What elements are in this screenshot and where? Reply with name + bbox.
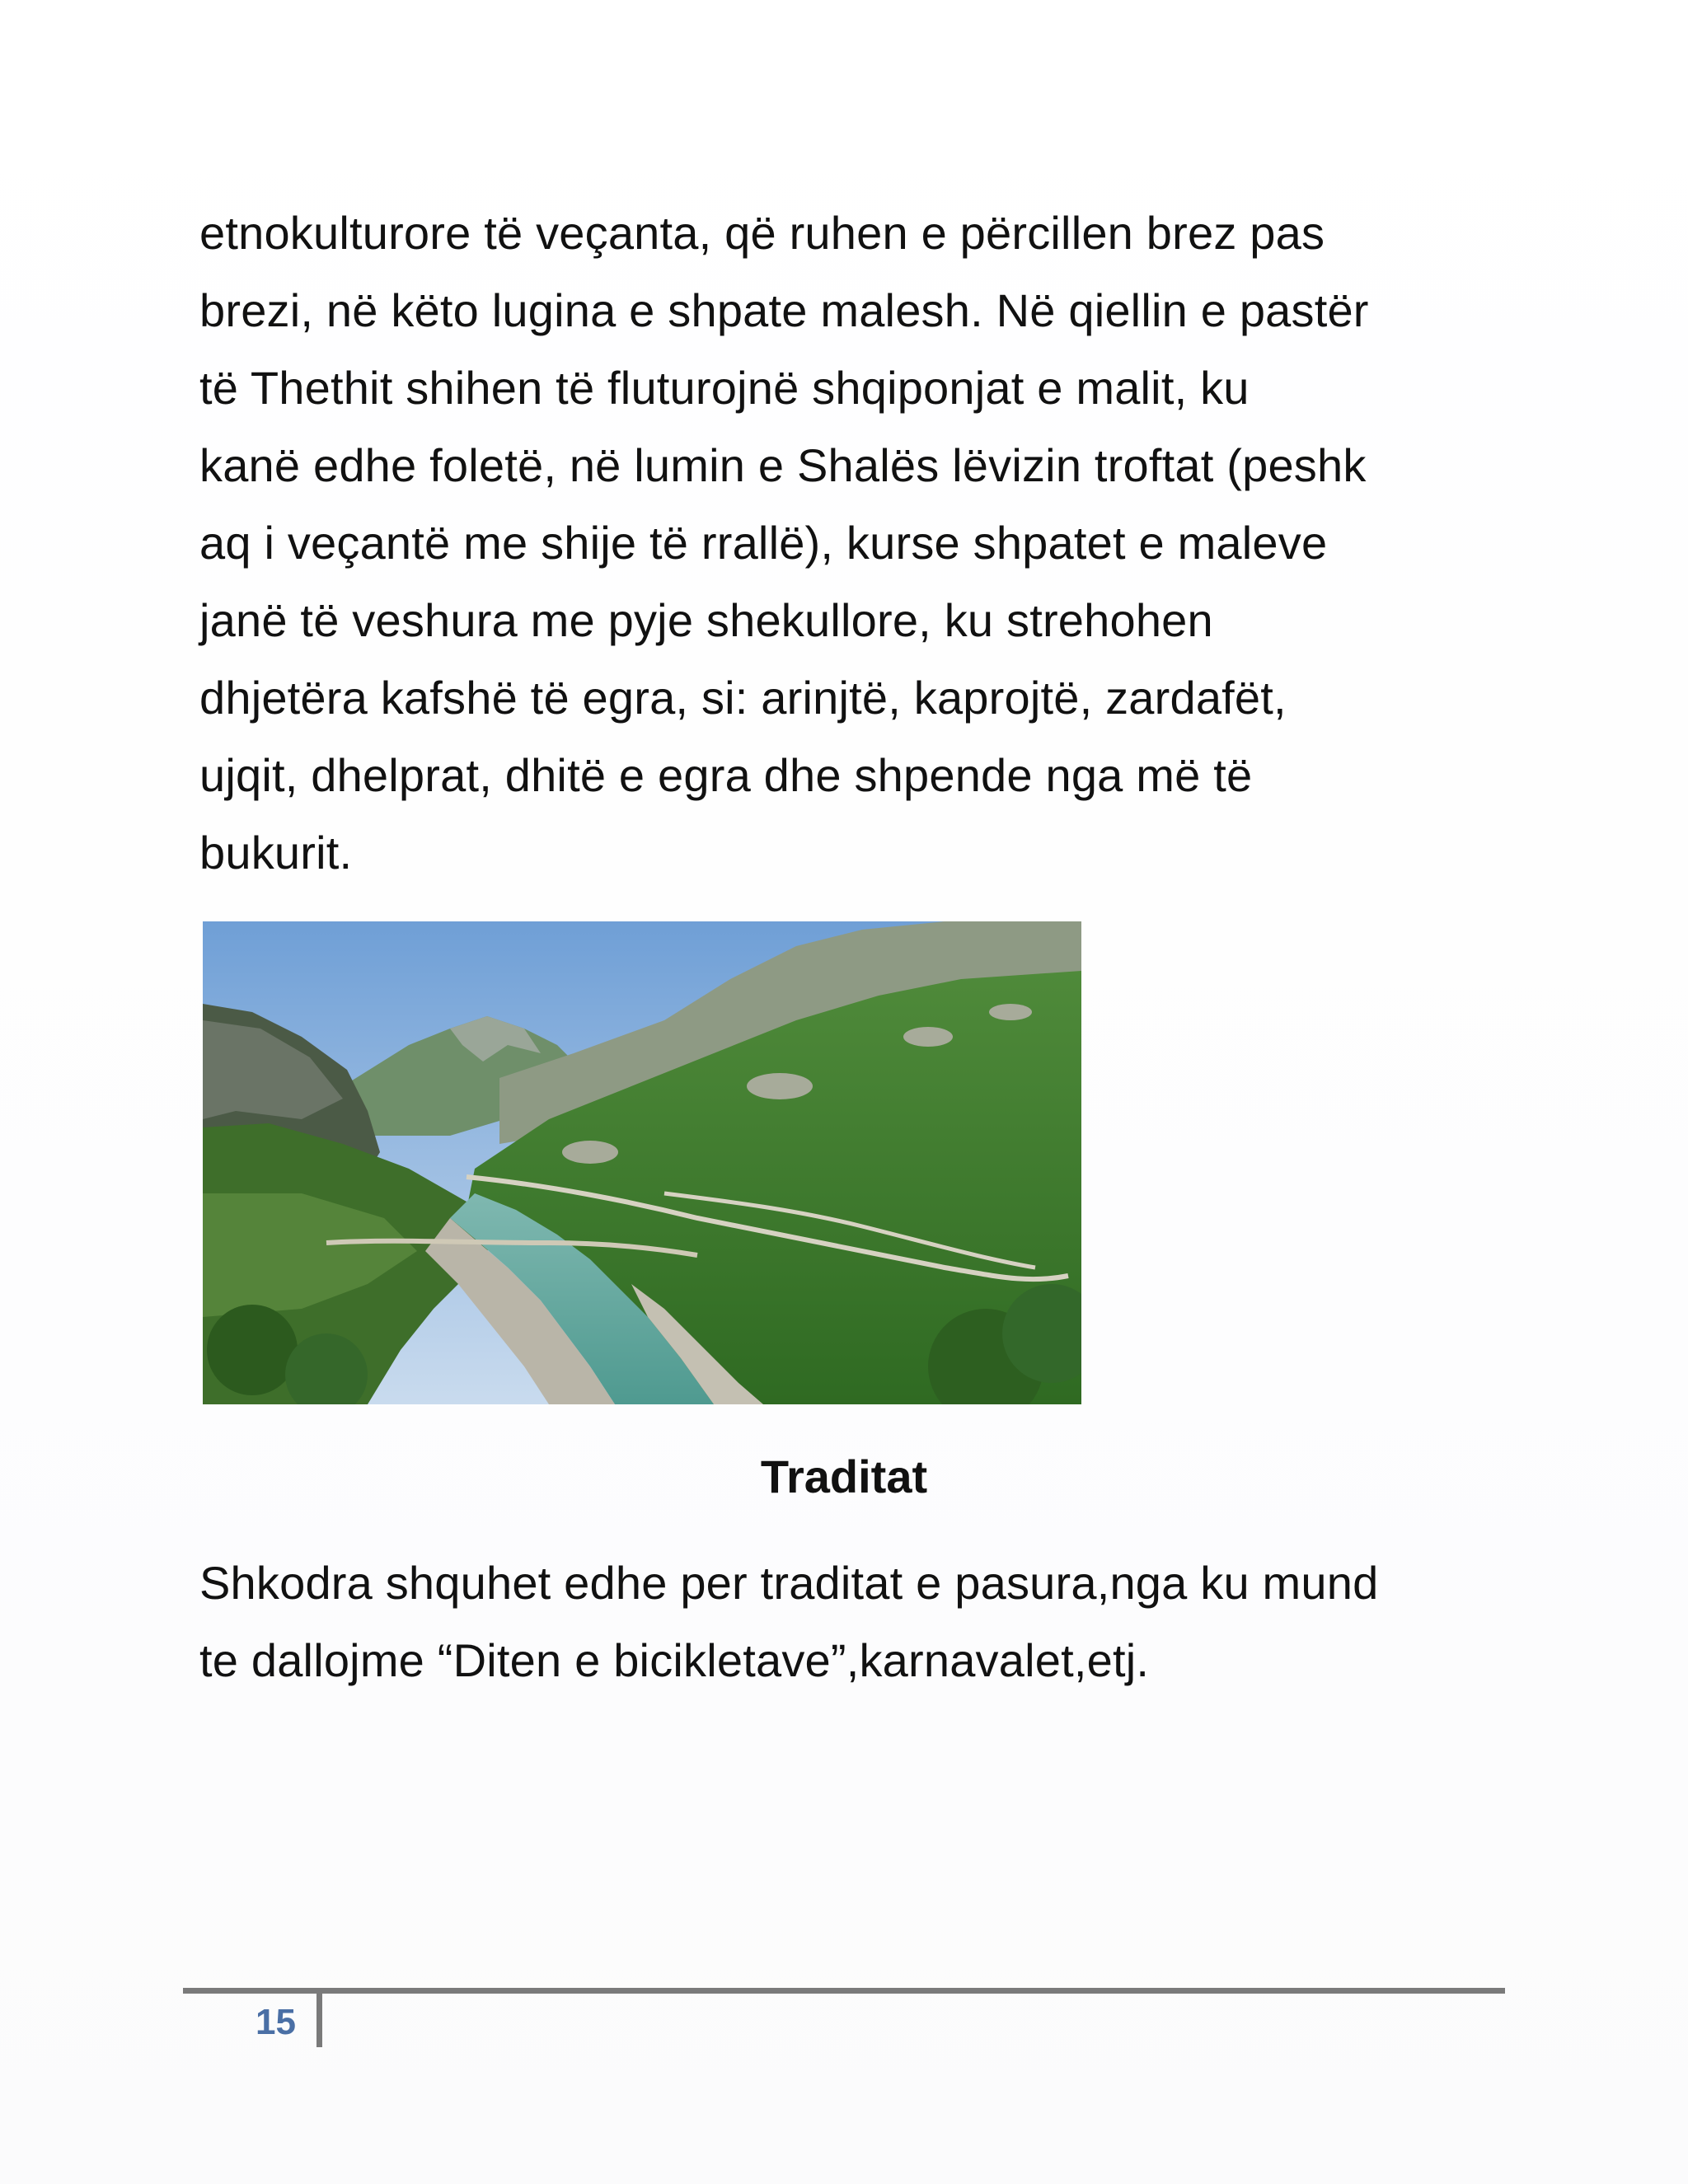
- page-number: 15: [256, 2002, 296, 2042]
- text-line: dhjetëra kafshë të egra, si: arinjtë, kaprojtë, zardafët,: [199, 672, 1287, 724]
- section-heading: [0, 1444, 1688, 1510]
- body-paragraph-1: [199, 194, 1535, 892]
- text-line: janë të veshura me pyje shekullore, ku strehohen: [199, 594, 1213, 646]
- footer-divider: [316, 1993, 322, 2047]
- text-line: kanë edhe foletë, në lumin e Shalës lëvizin troftat (peshk: [199, 439, 1367, 491]
- body-paragraph-2: [199, 1544, 1551, 1699]
- text-line: të Thethit shihen të fluturojnë shqiponjat e malit, ku: [199, 362, 1250, 414]
- text-line: Shkodra shquhet edhe per traditat e pasura,nga ku mund: [199, 1557, 1379, 1609]
- text-line: etnokulturore të veçanta, që ruhen e përcillen brez pas: [199, 207, 1325, 259]
- footer-rule: [183, 1988, 1505, 1994]
- text-line: te dallojme “Diten e bicikletave”,karnavalet,etj.: [199, 1634, 1150, 1686]
- valley-photo: [203, 921, 1081, 1404]
- text-line: ujqit, dhelprat, dhitë e egra dhe shpende nga më të: [199, 749, 1253, 801]
- text-line: aq i veçantë me shije të rrallë), kurse shpatet e maleve: [199, 517, 1328, 569]
- text-line: brezi, në këto lugina e shpate malesh. Në qiellin e pastër: [199, 284, 1369, 336]
- text-line: bukurit.: [199, 827, 353, 879]
- section-heading-text: Traditat: [760, 1451, 928, 1502]
